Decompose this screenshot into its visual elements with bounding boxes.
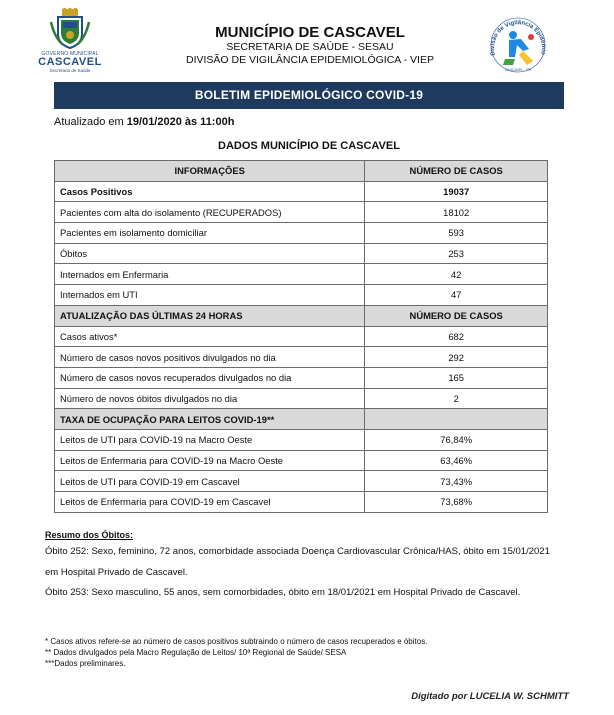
table-row [55, 388, 548, 409]
death-entry-253: Óbito 253: Sexo masculino, 55 anos, sem comorbidades, óbito em 18/01/2021 em Hospital Privado de Cascavel. [45, 587, 521, 598]
viep-arc-text: Divisão de Vigilância Epidemio [489, 20, 547, 56]
logo-name-text: CASCAVEL [38, 56, 102, 68]
death-entry-line: Óbito 252: Sexo, feminino, 72 anos, comorbidade associada Doença Cardiovascular Crônica/HAS, óbito em 15/01/2021 [45, 546, 550, 557]
table-row [55, 347, 548, 368]
row-label: Pacientes com alta do isolamento (RECUPERADOS) [55, 202, 365, 223]
footnote: ***Dados preliminares. [45, 659, 126, 668]
row-value: 2 [365, 388, 548, 409]
row-label: Casos ativos* [55, 326, 365, 347]
viep-logo [487, 15, 549, 75]
cases-table [54, 160, 548, 513]
subheader-info-cell: TAXA DE OCUPAÇÃO PARA LEITOS COVID-19** [55, 409, 365, 430]
table-row [55, 450, 548, 471]
footnotes [45, 636, 427, 669]
updated-timestamp [54, 116, 234, 128]
row-value: 19037 [365, 181, 548, 202]
death-entry-252 [45, 541, 585, 583]
logo-small-text: GOVERNO MUNICIPAL [41, 51, 99, 57]
table-row [55, 367, 548, 388]
municipality-title: MUNICÍPIO DE CASCAVEL [215, 24, 405, 41]
subheader-cases-cell: NÚMERO DE CASOS [365, 305, 548, 326]
row-label: Internados em UTI [55, 285, 365, 306]
header-info-cell: INFORMAÇÕES [55, 161, 365, 182]
row-value: 42 [365, 264, 548, 285]
row-value: 593 [365, 223, 548, 244]
subheader-row-24h [55, 305, 548, 326]
row-label: Leitos de UTI para COVID-19 em Cascavel [55, 471, 365, 492]
row-value: 165 [365, 367, 548, 388]
deaths-summary-title: Resumo dos Óbitos: [45, 530, 134, 540]
bulletin-banner: BOLETIM EPIDEMIOLÓGICO COVID-19 [54, 82, 564, 109]
coat-of-arms-icon [48, 8, 92, 50]
table-row [55, 181, 548, 202]
row-label: Leitos de Enfermaria para COVID-19 em Cascavel [55, 492, 365, 513]
subheader-info-cell: ATUALIZAÇÃO DAS ÚLTIMAS 24 HORAS [55, 305, 365, 326]
logo-sub-text: Secretaria de Saúde [49, 68, 91, 73]
row-value: 47 [365, 285, 548, 306]
viep-bottom-text: CASCAVEL - PR [504, 68, 532, 72]
updated-prefix: Atualizado em [54, 116, 124, 128]
footnote: ** Dados divulgados pela Macro Regulação de Leitos/ 10ª Regional de Saúde/ SESA [45, 648, 347, 657]
row-value: 253 [365, 243, 548, 264]
table-row [55, 223, 548, 244]
row-value: 18102 [365, 202, 548, 223]
subheader-cases-cell [365, 409, 548, 430]
updated-value: 19/01/2020 às 11:00h [126, 116, 235, 128]
row-label: Leitos de UTI para COVID-19 na Macro Oeste [55, 429, 365, 450]
document-header [160, 24, 460, 66]
table-row [55, 243, 548, 264]
table-header-row [55, 161, 548, 182]
row-label: Número de casos novos positivos divulgados no dia [55, 347, 365, 368]
table-row [55, 202, 548, 223]
cascavel-municipal-logo [30, 8, 110, 73]
row-label: Casos Positivos [55, 181, 365, 202]
subheader-row-occupancy [55, 409, 548, 430]
table-row [55, 492, 548, 513]
division-line: DIVISÃO DE VIGILÂNCIA EPIDEMIOLÓGICA - VIEP [186, 53, 434, 66]
table-row [55, 429, 548, 450]
table-row [55, 285, 548, 306]
table-row [55, 264, 548, 285]
row-label: Internados em Enfermaria [55, 264, 365, 285]
secretariat-line: SECRETARIA DE SAÚDE - SESAU [226, 41, 394, 53]
row-label: Óbitos [55, 243, 365, 264]
row-label: Número de casos novos recuperados divulgados no dia [55, 367, 365, 388]
typed-by-signature: Digitado por LUCELIA W. SCHMITT [411, 691, 569, 702]
header-cases-cell: NÚMERO DE CASOS [365, 161, 548, 182]
footnote: * Casos ativos refere-se ao número de casos positivos subtraindo o número de casos recuperados e óbitos. [45, 637, 428, 646]
table-row [55, 471, 548, 492]
table-row [55, 326, 548, 347]
row-label: Número de novos óbitos divulgados no dia [55, 388, 365, 409]
row-value: 73,68% [365, 492, 548, 513]
row-value: 682 [365, 326, 548, 347]
row-value: 63,46% [365, 450, 548, 471]
row-label: Pacientes em isolamento domiciliar [55, 223, 365, 244]
section-title: DADOS MUNICÍPIO DE CASCAVEL [218, 140, 400, 152]
death-entry-line: em Hospital Privado de Cascavel. [45, 567, 188, 578]
row-label: Leitos de Enfermaria para COVID-19 na Macro Oeste [55, 450, 365, 471]
row-value: 292 [365, 347, 548, 368]
row-value: 76,84% [365, 429, 548, 450]
row-value: 73,43% [365, 471, 548, 492]
